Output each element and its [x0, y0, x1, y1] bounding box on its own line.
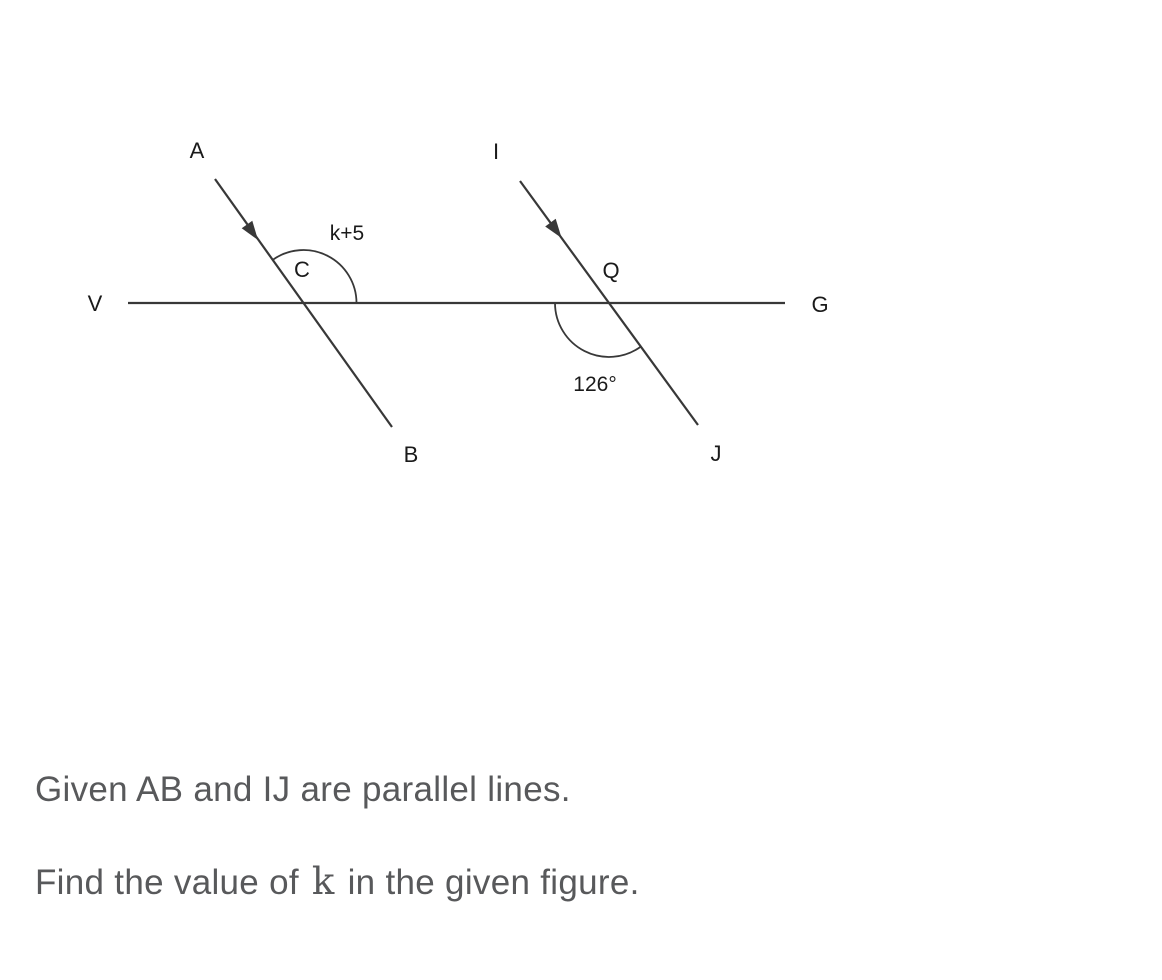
point-label-b: B — [403, 442, 419, 467]
point-label-q: Q — [602, 258, 620, 283]
angle-label-q: 126° — [573, 373, 617, 396]
question-prefix: Find the value of — [35, 863, 299, 902]
point-label-i: I — [492, 139, 500, 164]
point-label-g: G — [811, 292, 829, 317]
question-variable-k: k — [311, 860, 335, 903]
angle-label-c: k+5 — [329, 222, 365, 245]
given-statement-text: Given AB and IJ are parallel lines. — [35, 770, 571, 809]
arrowhead-ab-icon — [242, 221, 258, 240]
point-label-c: C — [294, 257, 310, 282]
arrowhead-ij-icon — [545, 219, 561, 238]
question-suffix: in the given figure. — [347, 863, 640, 902]
given-statement — [35, 772, 571, 807]
question-statement — [35, 860, 640, 903]
point-label-j: J — [710, 441, 722, 466]
point-label-v: V — [87, 291, 103, 316]
point-label-a: A — [189, 138, 205, 163]
